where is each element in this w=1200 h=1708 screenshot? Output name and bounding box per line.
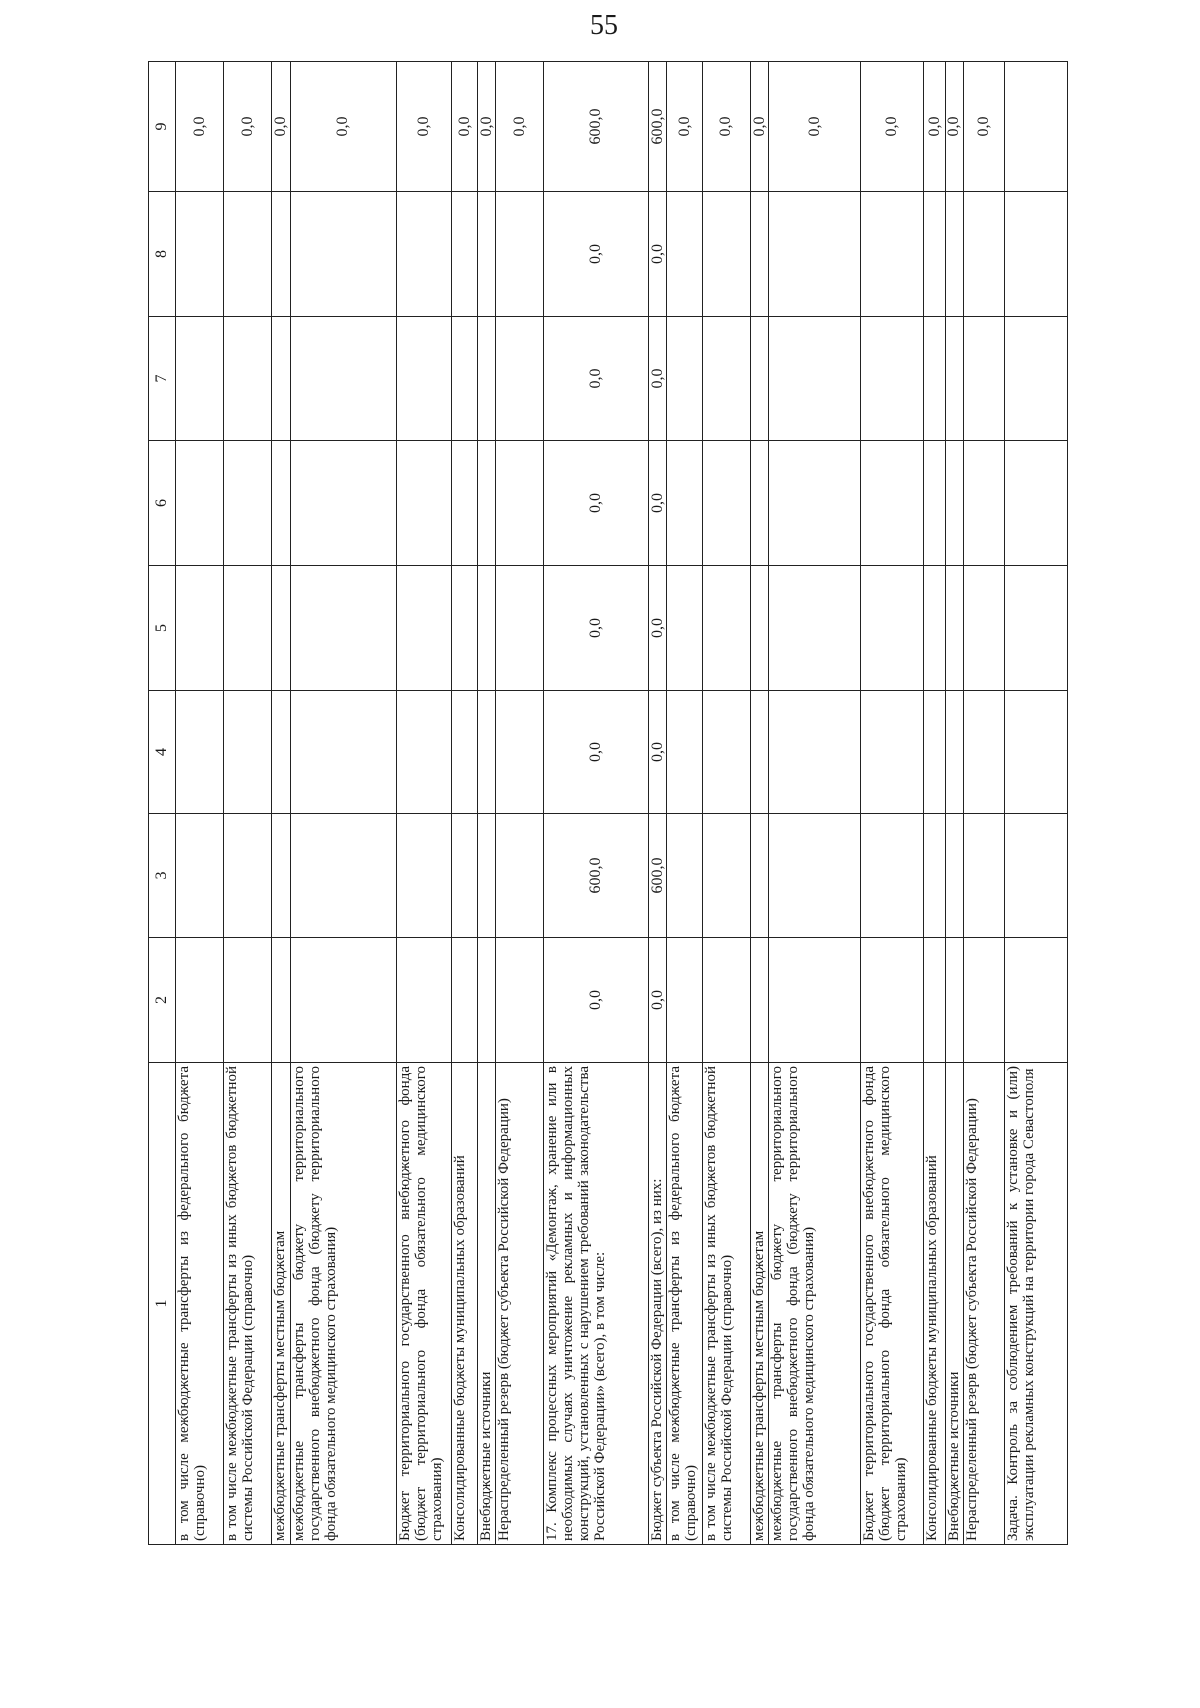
value-cell (396, 317, 452, 441)
value-cell: 0,0 (477, 62, 495, 192)
value-cell (924, 566, 945, 691)
table-row (452, 62, 478, 1545)
value-cell: 0,0 (544, 691, 649, 814)
value-cell (861, 441, 924, 566)
value-cell (924, 317, 945, 441)
value-cell (176, 317, 224, 441)
value-cell (452, 317, 478, 441)
value-cell (963, 192, 1004, 317)
value-cell: 0,0 (544, 192, 649, 317)
row-label: Нераспределенный резерв (бюджет субъекта Российской Федерации) (496, 1063, 544, 1545)
value-cell (290, 814, 396, 938)
value-cell: 0,0 (544, 441, 649, 566)
value-cell (667, 691, 702, 814)
value-cell (861, 691, 924, 814)
value-cell (496, 317, 544, 441)
value-cell (1004, 62, 1067, 192)
value-cell: 0,0 (496, 62, 544, 192)
column-header: 8 (149, 192, 176, 317)
value-cell (750, 566, 768, 691)
table-row (290, 62, 396, 1545)
column-header: 6 (149, 441, 176, 566)
value-cell (945, 814, 963, 938)
value-cell (224, 814, 272, 938)
budget-table (148, 61, 1068, 1545)
value-cell (272, 441, 290, 566)
value-cell: 0,0 (544, 317, 649, 441)
table-row (769, 62, 861, 1545)
value-cell: 0,0 (544, 938, 649, 1063)
table-body (176, 62, 1068, 1545)
row-label: в том числе межбюджетные трансферты из федерального бюджета (справочно) (667, 1063, 702, 1545)
value-cell (290, 192, 396, 317)
value-cell: 0,0 (945, 62, 963, 192)
value-cell: 0,0 (963, 62, 1004, 192)
value-cell (750, 938, 768, 1063)
value-cell: 600,0 (544, 814, 649, 938)
value-cell (496, 441, 544, 566)
value-cell (1004, 317, 1067, 441)
value-cell (272, 691, 290, 814)
value-cell (452, 566, 478, 691)
table-row (396, 62, 452, 1545)
table-row (1004, 62, 1067, 1545)
value-cell: 0,0 (224, 62, 272, 192)
value-cell (477, 317, 495, 441)
row-label: межбюджетные трансферты бюджету территориального государственного внебюджетного фонда (бюджету территориального фонда обязательного медицинского страхования) (290, 1063, 396, 1545)
value-cell (272, 938, 290, 1063)
row-label: Нераспределенный резерв (бюджет субъекта Российской Федерации) (963, 1063, 1004, 1545)
value-cell (272, 814, 290, 938)
page-number: 55 (590, 10, 618, 41)
value-cell (963, 814, 1004, 938)
value-cell (224, 691, 272, 814)
value-cell (861, 938, 924, 1063)
row-label: Внебюджетные источники (477, 1063, 495, 1545)
value-cell (750, 317, 768, 441)
value-cell (1004, 441, 1067, 566)
value-cell: 0,0 (176, 62, 224, 192)
value-cell (667, 192, 702, 317)
table-row (924, 62, 945, 1545)
value-cell (750, 691, 768, 814)
value-cell (272, 566, 290, 691)
value-cell: 0,0 (272, 62, 290, 192)
row-label: Бюджет субъекта Российской Федерации (всего), из них: (649, 1063, 667, 1545)
value-cell (290, 317, 396, 441)
table-row (945, 62, 963, 1545)
value-cell (702, 814, 750, 938)
row-label: Бюджет территориального государственного внебюджетного фонда (бюджет территориального фонда обязательного медицинского страхования) (861, 1063, 924, 1545)
table-row (750, 62, 768, 1545)
value-cell (702, 938, 750, 1063)
row-label: Задача. Контроль за соблюдением требований к установке и (или) эксплуатации рекламных конструкций на территории города Севастополя (1004, 1063, 1067, 1545)
column-header: 7 (149, 317, 176, 441)
value-cell (477, 441, 495, 566)
value-cell: 0,0 (649, 691, 667, 814)
table-row (496, 62, 544, 1545)
value-cell (769, 566, 861, 691)
value-cell (963, 317, 1004, 441)
value-cell: 0,0 (702, 62, 750, 192)
value-cell (963, 938, 1004, 1063)
table-row (963, 62, 1004, 1545)
value-cell (452, 814, 478, 938)
row-label: Консолидированные бюджеты муниципальных образований (924, 1063, 945, 1545)
column-header: 3 (149, 814, 176, 938)
value-cell (924, 441, 945, 566)
value-cell (396, 938, 452, 1063)
value-cell (477, 192, 495, 317)
value-cell: 0,0 (667, 62, 702, 192)
value-cell (924, 192, 945, 317)
value-cell (702, 566, 750, 691)
value-cell: 0,0 (649, 317, 667, 441)
table-row (702, 62, 750, 1545)
row-label: в том числе межбюджетные трансферты из федерального бюджета (справочно) (176, 1063, 224, 1545)
value-cell (477, 691, 495, 814)
table-row (544, 62, 649, 1545)
header-row (149, 62, 176, 1545)
value-cell (963, 566, 1004, 691)
value-cell (667, 317, 702, 441)
table-row (272, 62, 290, 1545)
value-cell: 600,0 (544, 62, 649, 192)
value-cell (477, 938, 495, 1063)
value-cell (1004, 566, 1067, 691)
row-label: межбюджетные трансферты местным бюджетам (272, 1063, 290, 1545)
value-cell (702, 441, 750, 566)
value-cell: 0,0 (290, 62, 396, 192)
row-label: 17. Комплекс процессных мероприятий «Демонтаж, хранение или в необходимых случаях уничтожение рекламных и информационных конструкций, установленных с нарушением требований законодательства Российской Федерации» (всего), в том числе: (544, 1063, 649, 1545)
value-cell (769, 441, 861, 566)
value-cell (769, 938, 861, 1063)
value-cell (750, 814, 768, 938)
value-cell (750, 441, 768, 566)
value-cell (396, 441, 452, 566)
value-cell (452, 938, 478, 1063)
value-cell (396, 814, 452, 938)
value-cell (290, 691, 396, 814)
value-cell (861, 814, 924, 938)
value-cell (496, 566, 544, 691)
column-header: 1 (149, 1063, 176, 1545)
value-cell (396, 566, 452, 691)
value-cell (224, 317, 272, 441)
value-cell (945, 938, 963, 1063)
value-cell (769, 814, 861, 938)
row-label: Внебюджетные источники (945, 1063, 963, 1545)
value-cell: 0,0 (861, 62, 924, 192)
value-cell (496, 691, 544, 814)
value-cell (272, 192, 290, 317)
value-cell (176, 441, 224, 566)
rotated-table-container (148, 62, 1068, 1545)
value-cell (769, 691, 861, 814)
value-cell (750, 192, 768, 317)
value-cell (290, 566, 396, 691)
value-cell (496, 814, 544, 938)
value-cell (924, 814, 945, 938)
value-cell (667, 441, 702, 566)
value-cell: 0,0 (396, 62, 452, 192)
value-cell (272, 317, 290, 441)
value-cell (924, 938, 945, 1063)
value-cell (224, 192, 272, 317)
value-cell (396, 192, 452, 317)
table-row (649, 62, 667, 1545)
value-cell (945, 566, 963, 691)
value-cell (667, 566, 702, 691)
value-cell (452, 441, 478, 566)
value-cell (945, 317, 963, 441)
value-cell (224, 938, 272, 1063)
value-cell (176, 566, 224, 691)
value-cell: 0,0 (544, 566, 649, 691)
table-row (861, 62, 924, 1545)
value-cell: 600,0 (649, 814, 667, 938)
table-row (224, 62, 272, 1545)
value-cell (1004, 192, 1067, 317)
value-cell (861, 317, 924, 441)
value-cell (667, 938, 702, 1063)
value-cell (769, 317, 861, 441)
row-label: Консолидированные бюджеты муниципальных образований (452, 1063, 478, 1545)
value-cell: 0,0 (649, 938, 667, 1063)
value-cell (769, 192, 861, 317)
value-cell (176, 814, 224, 938)
value-cell: 0,0 (924, 62, 945, 192)
value-cell (496, 192, 544, 317)
value-cell (945, 192, 963, 317)
value-cell: 0,0 (649, 566, 667, 691)
row-label: Бюджет территориального государственного внебюджетного фонда (бюджет территориального фонда обязательного медицинского страхования) (396, 1063, 452, 1545)
value-cell (290, 441, 396, 566)
value-cell (290, 938, 396, 1063)
value-cell (861, 566, 924, 691)
table-row (176, 62, 224, 1545)
column-header: 9 (149, 62, 176, 192)
value-cell: 0,0 (649, 192, 667, 317)
row-label: в том числе межбюджетные трансферты из иных бюджетов бюджетной системы Российской Федерации (справочно) (224, 1063, 272, 1545)
row-label: межбюджетные трансферты местным бюджетам (750, 1063, 768, 1545)
value-cell (477, 814, 495, 938)
column-header: 4 (149, 691, 176, 814)
value-cell: 0,0 (769, 62, 861, 192)
value-cell (1004, 691, 1067, 814)
column-header: 5 (149, 566, 176, 691)
value-cell (496, 938, 544, 1063)
value-cell: 600,0 (649, 62, 667, 192)
value-cell (396, 691, 452, 814)
value-cell (224, 566, 272, 691)
value-cell (176, 938, 224, 1063)
value-cell (963, 441, 1004, 566)
value-cell (176, 691, 224, 814)
value-cell (452, 691, 478, 814)
value-cell (963, 691, 1004, 814)
value-cell (945, 441, 963, 566)
value-cell (702, 691, 750, 814)
value-cell: 0,0 (750, 62, 768, 192)
value-cell (452, 192, 478, 317)
value-cell (924, 691, 945, 814)
value-cell: 0,0 (452, 62, 478, 192)
value-cell (176, 192, 224, 317)
value-cell (702, 317, 750, 441)
row-label: межбюджетные трансферты бюджету территориального государственного внебюджетного фонда (бюджету территориального фонда обязательного медицинского страхования) (769, 1063, 861, 1545)
value-cell (1004, 938, 1067, 1063)
value-cell: 0,0 (649, 441, 667, 566)
value-cell (667, 814, 702, 938)
value-cell (702, 192, 750, 317)
value-cell (861, 192, 924, 317)
table-row (667, 62, 702, 1545)
value-cell (1004, 814, 1067, 938)
column-header: 2 (149, 938, 176, 1063)
value-cell (224, 441, 272, 566)
table-row (477, 62, 495, 1545)
value-cell (945, 691, 963, 814)
row-label: в том числе межбюджетные трансферты из иных бюджетов бюджетной системы Российской Федерации (справочно) (702, 1063, 750, 1545)
value-cell (477, 566, 495, 691)
